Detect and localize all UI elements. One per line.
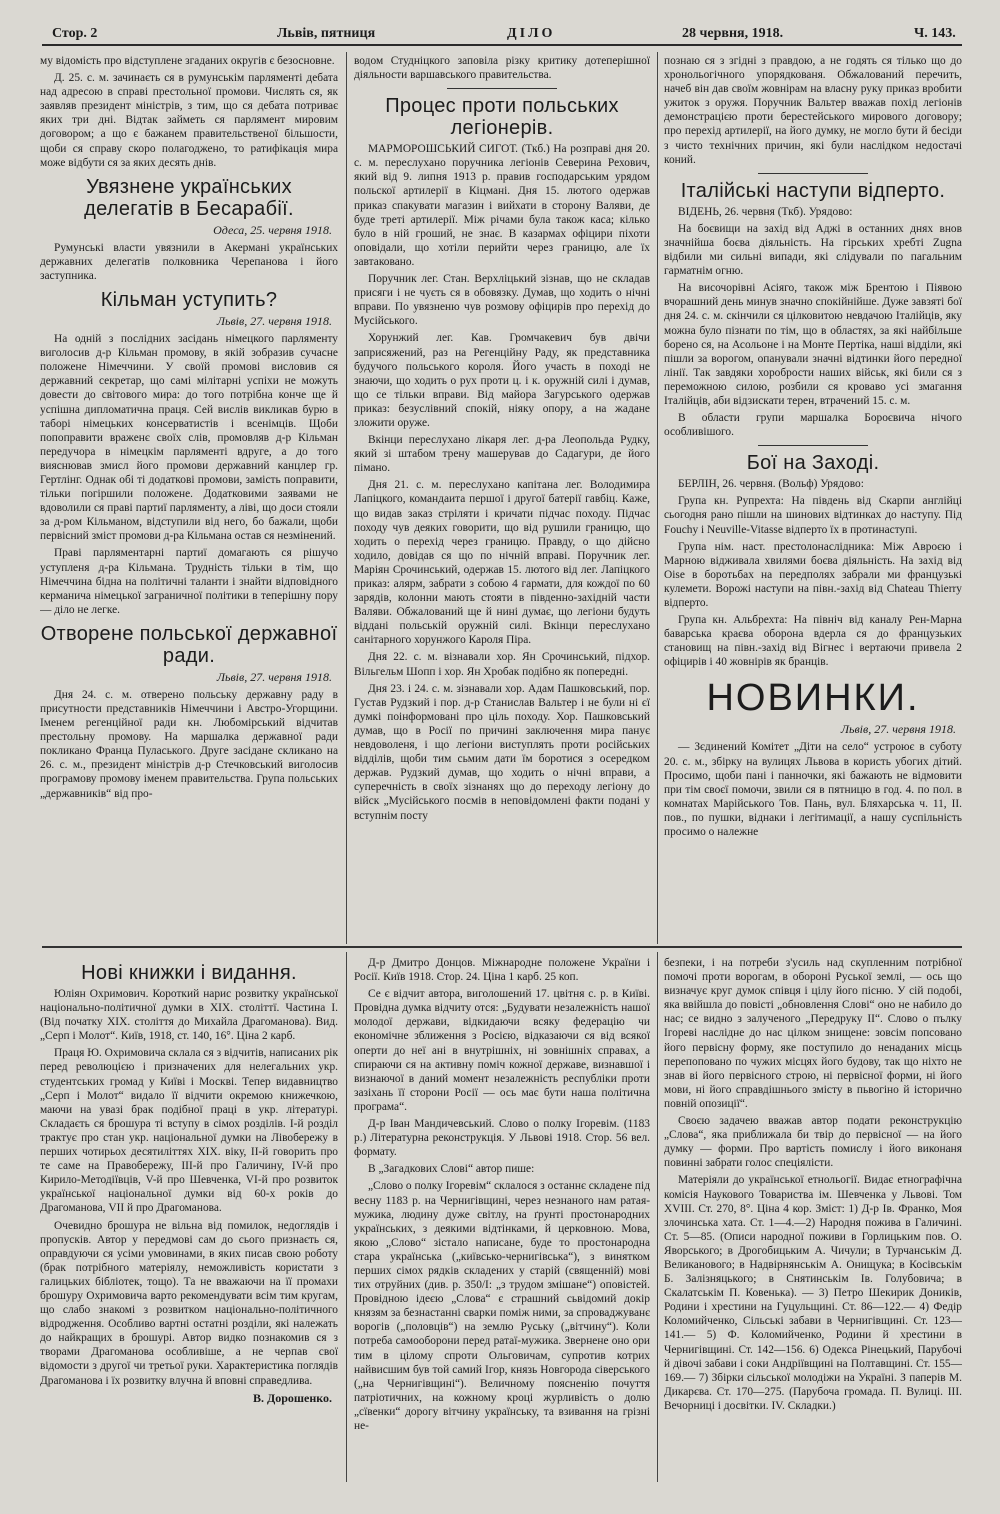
- article-title: Процес проти польських легіонерів.: [385, 95, 619, 140]
- dateline: Львів, 27. червня 1918.: [840, 722, 956, 737]
- section-title: НОВИНКИ.: [706, 677, 920, 720]
- paragraph: На височорівні Асіяго, також між Брентою і Піявою вчорашний день минув значно спокійнійше. Дуже завзяті бої дня 24. с. м. скінчили ся цілковитою невдачою Італійців, яку можна було пізнати по тім, що в областях, за які найбільше борено ся, на Асольоне і на Монте Пертіка, наші відділи, які пішли за ворогом, опанували значні відтинки його передної лінії. Так завдяки хоробрости наших військ, які били ся з переможною силою, розбили ся кроваво усі змагання Італійців, аби відзискати терен, втрачений 15. с. м.: [664, 282, 962, 407]
- paragraph: Дня 21. с. м. переслухано капітана лег. Володимира Лапіцкого, командаита першої і другої батерії гавбіц. Каже, що видав заказ стріляти і кричати підчас походу. Підчас походу чув деяких говорити, що від рушили границю, що ходить о перехід через границю. Правду, о що дійсно ходило, довідав ся що по нічній вправі. Поручник лег. Маріян Срочинський, одержав 15. лютого від лег. Лапіцкого приказ: алярм, забрати з собою 4 гармати, для кождої по 60 зарядів, колонни мають стояти в південно-західній части Валяви. Обжалований ще й нині думає, що легіони будуть віддані польській оружній силі. Вкінци переслухано санітарного хорунжого Кароля Піра.: [354, 479, 650, 647]
- city-day: Львів, пятниця: [277, 26, 376, 41]
- paragraph: Се є відчит автора, виголошений 17. цвітня с. р. в Київі. Провідна думка відчиту отся: „Будувати незалежність нашої молодої держави, відкидаючи всяку федерацію чи економічне зближення з Росією, відказаючи ся від всякої оперти до неї ані в внутрішніх, ні зовнішніх справах, а спираючи ся на активну поміч кожної державе, визнавшої і визнаючої в даний момент незалежність республіки проти зазіхань її сторони Росії — ось має бути наша політична програма“.: [354, 988, 650, 1113]
- paragraph: „Слово о полку Ігоревім“ склалося з останнє складене під весну 1183 р. на Чернигівщині, через незнаного нам ратая-мужика, людину дуже світлу, на ґрунті простонародних українських, з деякими відтінками, й церковною. Мова, якою „Слово“ зістало написане, буде то простонародна стара українська („київсько-чернигівська“), з винятком перших сімох рядків складених у старій (священній) мові тих отруйних (див. р. 350/І: „з трудом змішане“) оповістей. Провідною ідеєю „Слова“ є страшний сьвідомий докір князям за безнастанні сварки поміж ними, за спроваджуванє ворогів („половців“) на землю Руську („вітчину“). Коли потреба самооборони перед ратаї-мужика. Звернене оно ори тим в цілому спроти Ольговичам, супротив котрих найвисшим був той самий Ігор, князь Новгорода сіверського („на Чернигівщині“). Величному поясненію почуття патріотичних, на кожному кроці журливість о долю „сївенки“ дорогу вітчину українську, та взивання на грізні не-: [354, 1180, 650, 1432]
- section-title: Нові книжки і видання.: [81, 962, 297, 984]
- article-title: Бої на Заході.: [746, 452, 880, 475]
- article-title: Кільман уступить?: [100, 289, 278, 312]
- paragraph: Хорунжий лег. Кав. Громчакевич був двічи заприсяжений, раз на Регенційну Раду, як представника будучого польського короля. Його участь в поході не знаючи, що ходить о рух проти ц. і к. оружній силі і думав, що се тільки вправи. Від майора Загурського одержав приказ: безуслівний спокій, ніяку опору, а на жадане зложити оруже.: [354, 332, 650, 429]
- separator: [447, 88, 557, 89]
- paragraph: Група кн. Рупрехта: На південь від Скарпи англійці сьогодня рано пішли на шинових відтинках до наступу. Під Fouchy і Neuville-Vitasse відперто їх в протинаступі.: [664, 495, 962, 536]
- paragraph: В области групи маршалка Бороєвича нічого особливішого.: [664, 412, 962, 439]
- paragraph: Поручник лег. Стан. Верхліцький зізнав, що не складав присяги і не чуєть ся в обовязку. Думав, що ходить о нічні вправи. По увязненю чув розмову офіцирів про перехід до Мусійського.: [354, 273, 650, 328]
- paragraph: На боєвищи на захід від Аджі в останних днях внов значнійша боєва діяльність. На гірських хребті Zugna відбили ми сильні випади, які слідували по пагальним гарматнім огню.: [664, 222, 962, 278]
- paragraph: Очевидно брошура не вільна від помилок, недоглядів і пропусків. Автор у передмові сам до сього признаєть ся, оправдуючи ся усіми умовинами, в яких писав свою роботу (брак потрібного матеріялу, неможливість користати з галицьких бібліотек, тощо). Та не вважаючи на її промахи брошуру Охримовича варто рекомендувати всім тим кругам, що слабо знакомі з розвитком національно-політичного відродження. Особливо вартні остатні розділи, які належать до найкращих в брошурі. Автор видко познакомив ся з творами Драгоманова особливіше, а не черпав свої відомости з другої чи третьої руки. Характеристика поглядів Драгоманова і їх розвитку влучна й вповні справедлива.: [40, 1219, 338, 1387]
- column-rule: [346, 952, 347, 1482]
- issue-number: Ч. 143.: [914, 26, 956, 41]
- dateline: Львів, 27. червня 1918.: [216, 669, 332, 684]
- paragraph: Дня 22. с. м. візнавали хор. Ян Срочинський, підхор. Вільгельм Шопп і хор. Ян Хробак подібно як попередні.: [354, 651, 650, 678]
- paragraph: Праця Ю. Охримовича склала ся з відчитів, написаних рік перед революцією і призначених для нелегальних укр. студентських громад у Київі і Москві. Тепер видавництво „Серп і Молот“ видало її відчити окремою книжечкою, маючи на увазі брак подібної праці в укр. літературі. Складаєть ся брошура ті вступу в сімох розділів. І-й розділ трактує про стан укр. національної думки на Лівобережу в перших чотирьох десятиліттях XIX. віку, II-й говорить про те саме на Правобережу, III-й про Галичину, IV-й про Кирило-Методіївців, V-й про Шевченка, VI-й про розвиток української національної думки від 60-х років до Драгоманова, VII й про Драгоманова.: [40, 1047, 338, 1215]
- article-title: Італійські наступи відперто.: [680, 179, 946, 202]
- paragraph: водом Студніцкого заповіла різку критику дотеперішної діяльности варшавського правительства.: [354, 55, 650, 82]
- separator: [758, 173, 868, 174]
- paragraph: Д-р Дмитро Донцов. Міжнародне положене України і Росії. Київ 1918. Стор. 24. Ціна 1 карб. 25 коп.: [354, 957, 650, 984]
- newspaper-name: ДІЛО: [507, 26, 556, 41]
- books-column: [40, 956, 338, 1482]
- issue-date: 28 червня, 1918.: [682, 26, 784, 41]
- column-rule: [657, 52, 658, 944]
- dateline: Львів, 27. червня 1918.: [216, 314, 332, 329]
- article-title: Отворене польської державної ради.: [40, 622, 338, 667]
- paragraph: познаю ся з згідні з правдою, а не годять ся тілько що до хронольогічного упорядкованя. Обжалований перечить, начеб він дав своїм жовнірам на власну руку приказ вробити ужиток з оружя. Поручник Вальтер вважав похід легіонів демонстрацією проти берестейського мирового договору; про перехід артилерії, на його думку, не могло бути й бесіди з чисто технічних причин, які були наслідком недостачі коний.: [664, 55, 962, 166]
- books-column-2: [354, 956, 650, 1482]
- paragraph: безпеки, і на потреби з'усиль над скупленним потрібної помочі проти ворогам, в обороні Руської землі, — ось що визначує круг думок співця і цілу його пісню. У сій подобі, яка ввійшла до повісті „обновлення Слові“ оно не набило до нас; се видно з залученого „Передруку II“. Слово о пълку Ігореві наслідне до нас цілком знищене: зовсім попсовано його первісну форму, яке поступило до ненаданих місць перепоповано по чужих місцях його будову, так що ніхто не знав ві його первісного строю, ні первісної форми, ні його мови, ні його справдішнього змісту в пьвогіно й історично повній опозиції“.: [664, 957, 962, 1110]
- column-2: [354, 54, 650, 940]
- books-column-3: [664, 956, 962, 1482]
- paragraph: На одній з послідних засідань німецкого парляменту виголосив д-р Кільман промову, в якій зобразив сучасне положене Німеччини. У своїй промові висловив ся державний секретар, що самі мілітарні успіхи не можуть довести до світового мира: до того потрібна конче ще й успішна дипломатична праця. Сей вислів викликав бурю в таборі німецьких консерватистів і всенімців. Щоби попоправити враженє своїх слів, промовляв д-р Кільман передучора в німецкім парляменті вдруге, а до того вияснював змисл його промови державний канцлер гр. Гертлінг. Однак обі ті додаткові промови, замість поправити, тільки погіршили положене. Додатковими заявами не вдоволили ся праві партиї парляменту, а ліві, що доси стояли за д-ром Кільманом, відступили від него, бо бажали, щоби первісний зміст промови д-ра Кільмана остав ся незмінений.: [40, 333, 338, 543]
- paragraph: Вкінци переслухано лікаря лег. д-ра Леопольда Рудку, який зі штабом трену машерував до Садагури, де його пімано.: [354, 434, 650, 475]
- paragraph: Праві парляментарні партиї домагають ся рішучо уступленя д-ра Кільмана. Трудність тільки в тім, що Німеччина бідна на політичні таланти і знайти відповідного керманича німецької заграничної політики в теперішну пору — діло не легке.: [40, 547, 338, 616]
- paragraph: Д-р Іван Мандичевський. Слово о полку Ігоревім. (1183 р.) Літературна реконструкція. У Львові 1918. Стор. 56 вел. формату.: [354, 1118, 650, 1159]
- paragraph: Дня 24. с. м. отверено польську державну раду в присутности представників Німеччини і Австро-Угорщини. Іменем регенційної ради кн. Любомірський відчитав престольну промову. На маршалка державної ради покликано Франца Пуласького. Друге засідане скликано на 26. с. м., президент міністрів д-р Стечковський виголосив програмову промову іменем правительства. Група польських „державників“ від про-: [40, 688, 338, 800]
- separator: [758, 445, 868, 446]
- paragraph: Матеріяли до української етнольогії. Видає етнографічна комісія Наукового Товариства ім. Шевченка у Львові. Том XVIII. Ст. 270, 8°. Ціна 4 кор. Зміст: 1) Д-р Ів. Франко, Моя злочинська хата. Ст. 1—4.—2) Народня пожива в Галичині. Ст. 5—85. (Описи народної поживи в Горлицьким пов. О. Яворського; в Дрогобицьким А. Чичули; в Турчанськім Д. Великанового; в Надвірнянськім А. Онищука; в Косівськім Б. Залізняцького; в Снятинськім Ів. Голубовича; в Скалатськім П. Ковенька). — 3) Петро Шекирик Доників, Родини і хрестини на Гуцульщині. Ст. 86—122.— 4) Федір Коломийченко, Сільські забави в Чернигівщині. Ст. 123—141.— 5) Ф. Коломийченко, Родини й хрестини в Чернигівщині. Ст. 142—156. 6) Одекса Рінецький, Парубочі й дівочі забави і соки Андріївщині на Полтавщині. Ст. 155—169.— 7) Збірки сільської молодіжи на Україні. З паперів М. Дикарєва. Ст. 170—275. (Парубоча громада. П. Вулиці. III. Вечорниці і досвітки. IV. Складки.): [664, 1174, 962, 1412]
- column-rule: [657, 952, 658, 1482]
- page-header: [42, 24, 962, 46]
- paragraph: Своєю задачею вважав автор подати реконструкцію „Слова“, яка приближала би твір до первісної — на його думку — форми. Про вартість помислу і його виконаня повинні забрати голос спеціялісти.: [664, 1115, 962, 1170]
- paragraph: Румунські власти увязнили в Акермані українських державних делегатів полковника Черепанова і його заступника.: [40, 241, 338, 282]
- paragraph: БЕРЛІН, 26. червня. (Вольф) Урядово:: [678, 478, 864, 491]
- paragraph: ВІДЕНЬ, 26. червня (Ткб). Урядово:: [678, 205, 853, 218]
- paragraph: Д. 25. с. м. зачинаєть ся в румунськім парляменті дебата над адресою в справі престольної промови. Числять ся, як заявляв президент міністрів, з тим, що ся дебата потриває яких три дні. Відтак займеть ся парлямент мировим договором; а що є бажанем правительственої більшости, щоби ся справу скоро полагоджено, то ратифікація мира може відбути ся за яких десять днів.: [40, 72, 338, 169]
- article-title: Увязнене українських делегатів в Бесарабії.: [84, 175, 294, 220]
- column-1: [40, 54, 338, 940]
- paragraph: МАРМОРОШСЬКИЙ СИГОТ. (Ткб.) На розправі дня 20. с. м. переслухано поручника легіонів Северина Рехович, який від 9. липня 1913 р. правив господарським урядом польскої артилерії в Кіцмані. Дня 15. лютого одержав приказ спакувати магазин і вийхати в сторону Валяви, де буде треті артилерії. Між річами була також каса; кілько було в ній гроший, не знає. В казармах офіцири піхоти оповідали, що хотіли перийти через границю, але їх завтаковано.: [354, 143, 650, 268]
- page-number: Стор. 2: [52, 26, 98, 41]
- dateline: Одеса, 25. червня 1918.: [213, 222, 332, 237]
- column-rule: [346, 52, 347, 944]
- section-rule: [42, 946, 962, 948]
- paragraph: Група кн. Альбрехта: На північ від каналу Рен-Марна баварська краєва оборона вдерла ся до французьких становищ на півн.-захід від Вігнес і вертаючи привела 2 офіцирів і 40 жовнірів як бранців.: [664, 614, 962, 669]
- paragraph: В „Загадкових Слові“ автор пише:: [368, 1163, 535, 1176]
- signature: В. Дорошенко.: [252, 1390, 332, 1405]
- paragraph: Юліян Охримович. Короткий нарис розвитку української національно-політичної думки в XIX. століттї. Частина І. (Від початку XIX. століття до Михайла Драгоманова). Вид. „Серп і Молот“. Київ, 1918, ст. 140, 16°. Ціна 2 карб.: [40, 988, 338, 1043]
- column-3: [664, 54, 962, 940]
- paragraph: Дня 23. і 24. с. м. зізнавали хор. Адам Пашковський, пор. Густав Рудзкий і пор. д-р Станислав Вальтер і не були ні єї думкі поінформовані про ціль походу. Хор. Пашковський думав, що в Росії по причині заключення мира панує невдоволеня, і що легіони виступлять проти російських відділів, щоби тим сьмим дати їм боротися з осередком держав. Рудзкий думав, що ходить о нічні вправи, а суперечність в своїх зізнанях що до переходу легіону до війск „Мусійського посмів в неповідомлені факти подані у вступнім посту: [354, 682, 650, 822]
- paragraph: Група нім. наст. престолонаслідника: Між Авроєю і Марною відживала хвилями боєва діяльність. На захід від Oise в боротьбах на передполях забрали ми французькі кулемети. Ворожі наступи на півн.-захід від Chateau Thierry відперто.: [664, 540, 962, 609]
- paragraph: — Зєдинений Комітет „Діти на село“ устроює в суботу 20. с. м., збірку на вулицях Львова в користь убогих дітий. Просимо, щоби пані і панночки, які бажають не відмовити при тім своєї помочи, звили ся в пятницю в год. 4. по пол. в комнатах Марійського Тов. Пань, вул. Бляхарська ч. 11, II. пов., по пушки, віднаки і легітимації, а нашу суспільність просимо о належне: [664, 741, 962, 839]
- paragraph: му відомість про відступлене згаданих округів є безосновне.: [40, 55, 335, 67]
